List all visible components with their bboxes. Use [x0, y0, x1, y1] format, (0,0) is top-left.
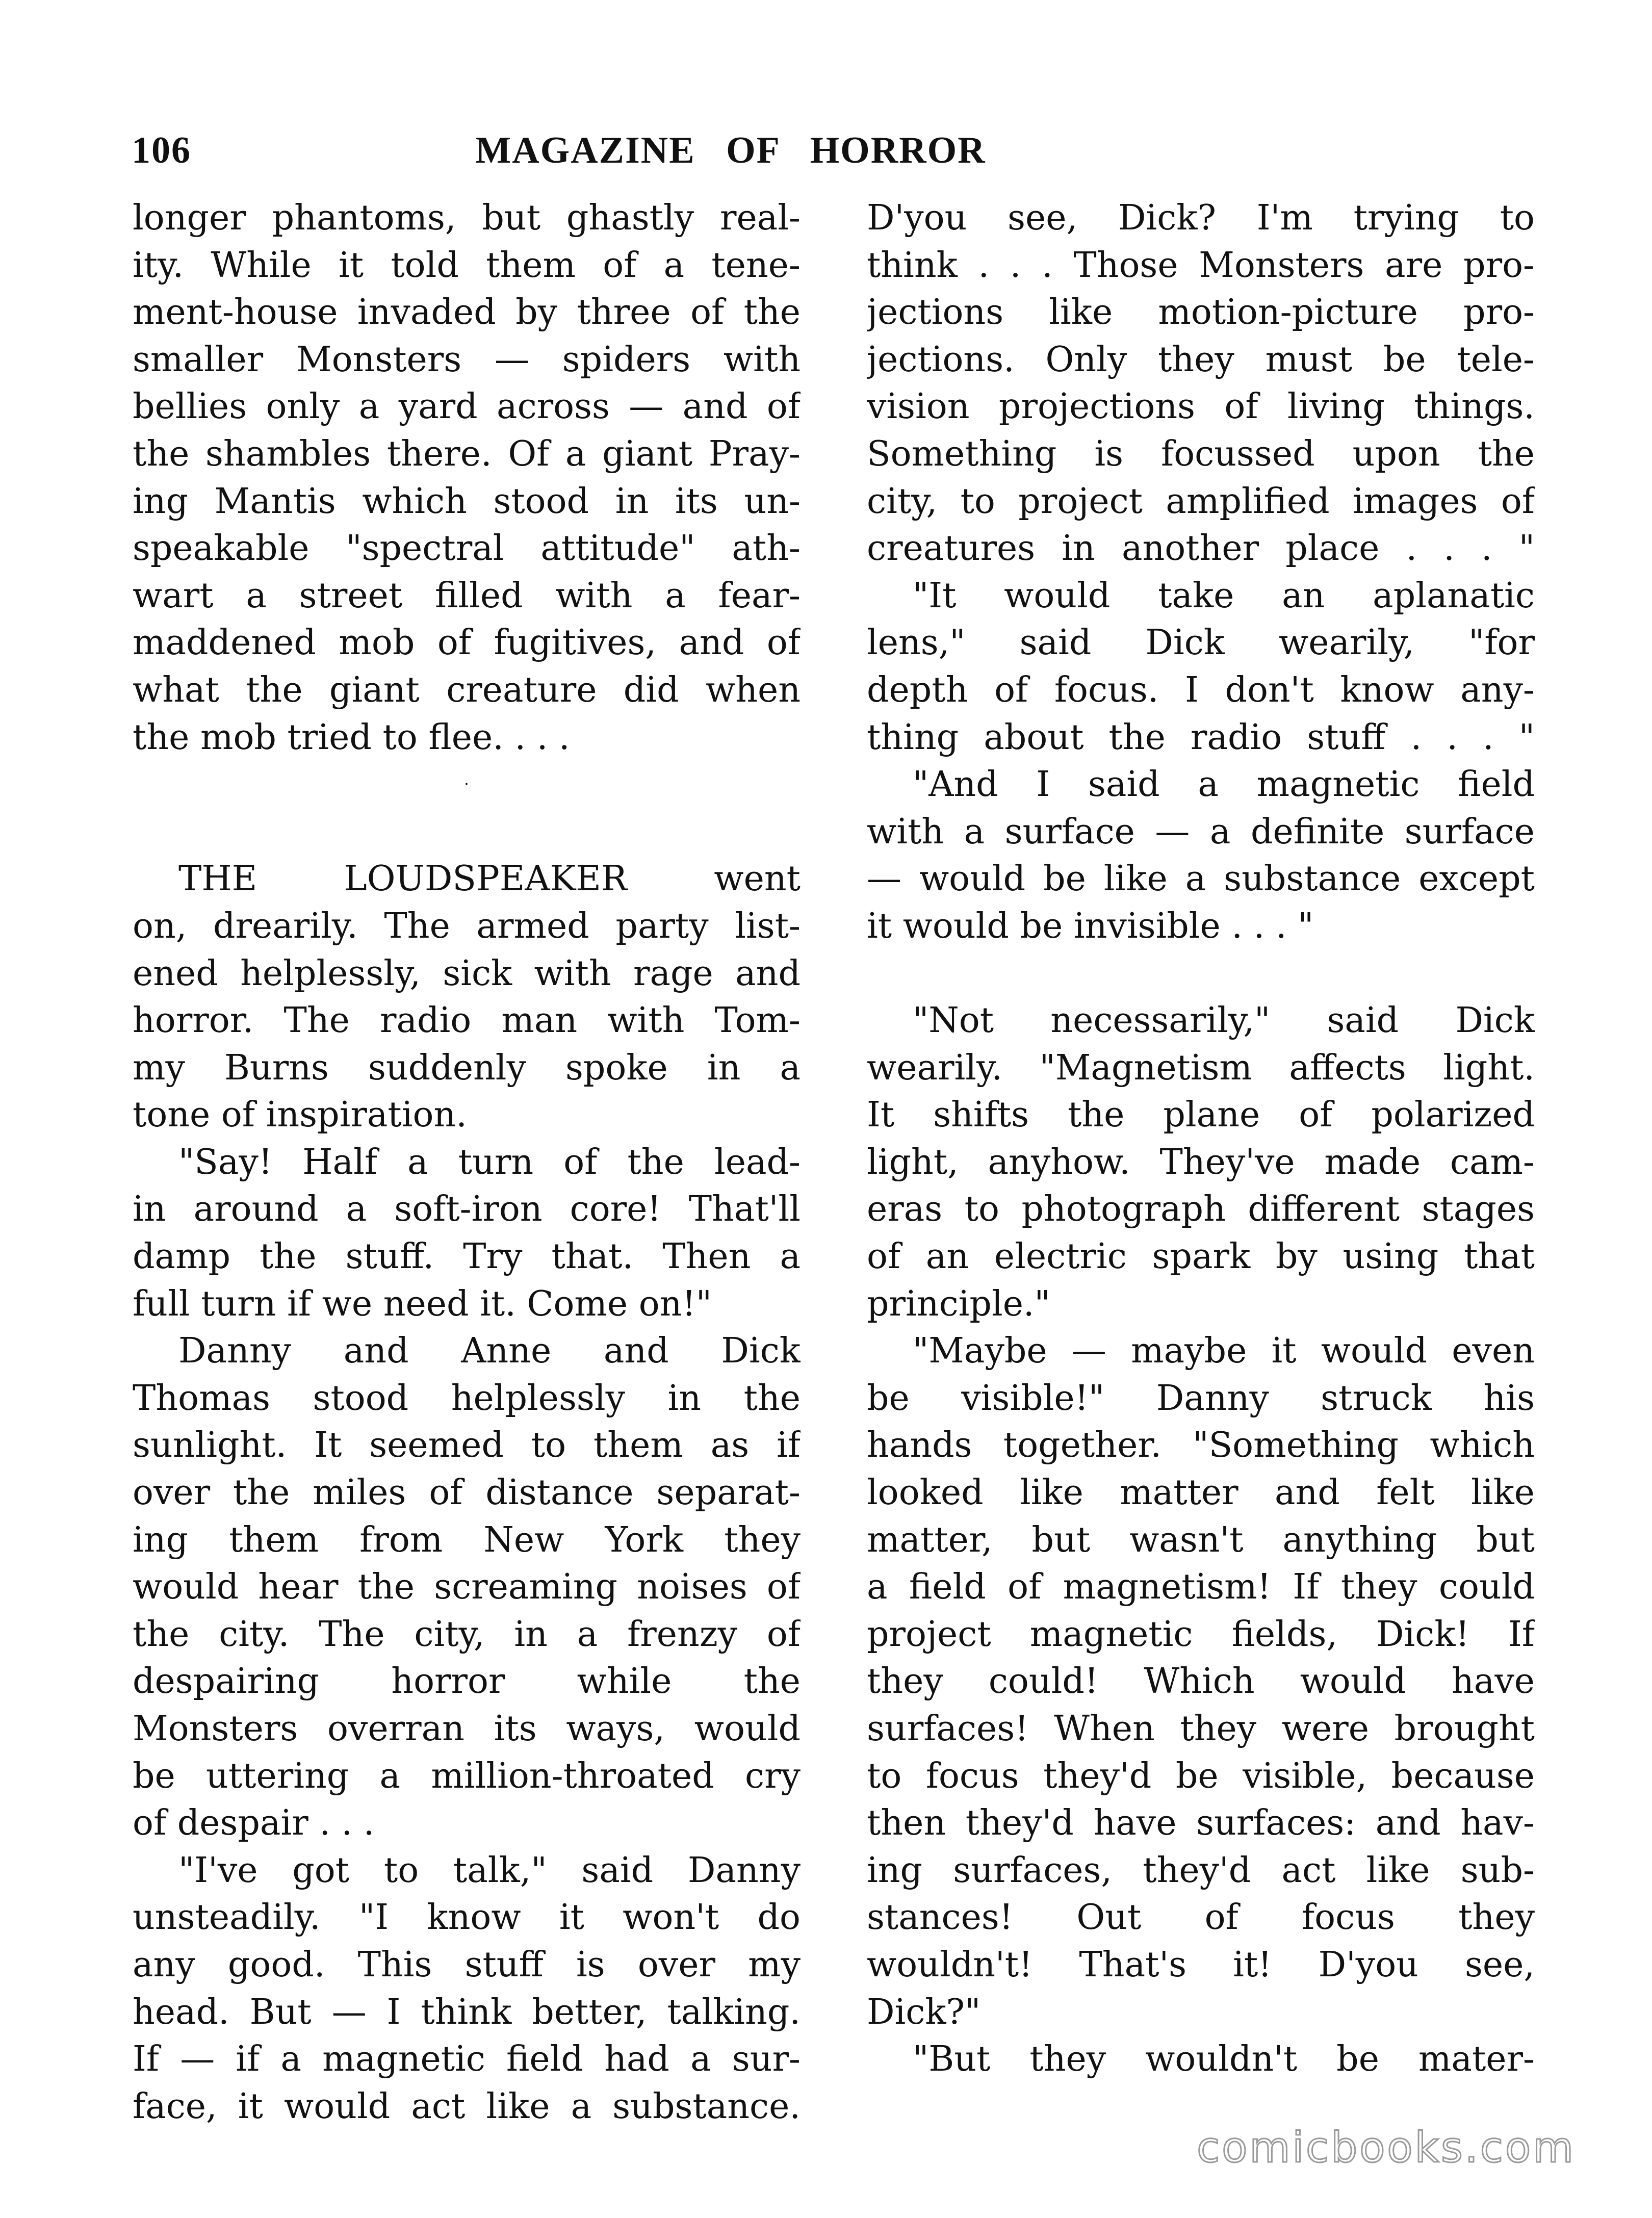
- text-line: D'you see, Dick? I'm trying to: [867, 198, 1535, 238]
- text-line: full turn if we need it. Come on!": [133, 1283, 712, 1324]
- text-line: think . . . Those Monsters are pro-: [867, 245, 1535, 286]
- text-line: horror. The radio man with Tom-: [133, 1000, 801, 1041]
- page-number: 106: [132, 130, 191, 171]
- text-line: unsteadily. "I know it won't do: [133, 1897, 801, 1938]
- text-line: on, drearily. The armed party list-: [133, 906, 801, 946]
- text-line: It shifts the plane of polarized: [867, 1095, 1535, 1136]
- text-line: to focus they'd be visible, because: [867, 1756, 1535, 1796]
- blank-line: [867, 950, 1535, 998]
- text-line: eras to photograph different stages: [867, 1189, 1535, 1230]
- text-line: would hear the screaming noises of: [133, 1567, 801, 1608]
- text-line: be uttering a million-throated cry: [133, 1756, 801, 1796]
- text-line: ing them from New York they: [133, 1519, 801, 1560]
- right-text-column: [867, 195, 1535, 2083]
- blank-line: [133, 809, 801, 856]
- text-line: "And I said a magnetic field: [913, 764, 1535, 805]
- text-line: the shambles there. Of a giant Pray-: [133, 433, 801, 474]
- text-line: "I've got to talk," said Danny: [178, 1850, 801, 1891]
- text-line: thing about the radio stuff . . . ": [867, 717, 1535, 758]
- text-line: a field of magnetism! If they could: [867, 1567, 1535, 1608]
- text-line: with a surface — a definite surface: [867, 811, 1535, 852]
- section-separator: ·: [464, 776, 469, 794]
- text-line: bellies only a yard across — and of: [133, 386, 801, 427]
- text-line: Something is focussed upon the: [867, 433, 1535, 474]
- text-line: ened helplessly, sick with rage and: [133, 953, 801, 994]
- text-line: wouldn't! That's it! D'you see,: [867, 1944, 1535, 1985]
- text-line: Danny and Anne and Dick: [178, 1331, 801, 1372]
- text-line: head. But — I think better, talking.: [133, 1992, 801, 2032]
- text-line: stances! Out of focus they: [867, 1897, 1535, 1938]
- text-line: face, it would act like a substance.: [133, 2086, 801, 2127]
- text-line: "It would take an aplanatic: [913, 575, 1535, 616]
- text-line: Dick?": [867, 1992, 981, 2032]
- text-line: longer phantoms, but ghastly real-: [133, 198, 801, 238]
- text-line: light, anyhow. They've made cam-: [867, 1142, 1535, 1182]
- text-line: over the miles of distance separat-: [133, 1473, 801, 1513]
- text-line: jections. Only they must be tele-: [867, 339, 1535, 380]
- text-line: be visible!" Danny struck his: [867, 1378, 1535, 1419]
- text-line: tone of inspiration.: [133, 1095, 467, 1136]
- text-line: "But they wouldn't be mater-: [913, 2039, 1535, 2080]
- text-line: hands together. "Something which: [867, 1425, 1535, 1466]
- text-line: in around a soft-iron core! That'll: [133, 1189, 801, 1230]
- text-line: despairing horror while the: [133, 1661, 801, 1702]
- text-line: speakable "spectral attitude" ath-: [133, 528, 801, 569]
- text-line: "Maybe — maybe it would even: [913, 1331, 1535, 1372]
- text-line: sunlight. It seemed to them as if: [133, 1425, 801, 1466]
- text-line: maddened mob of fugitives, and of: [133, 623, 801, 663]
- text-line: damp the stuff. Try that. Then a: [133, 1236, 801, 1277]
- text-line: ity. While it told them of a tene-: [133, 245, 801, 286]
- text-line: "Say! Half a turn of the lead-: [178, 1142, 801, 1182]
- text-line: the city. The city, in a frenzy of: [133, 1614, 801, 1655]
- text-line: creatures in another place . . . ": [867, 528, 1535, 569]
- text-line: the mob tried to flee. . . .: [133, 717, 570, 758]
- text-line: ing Mantis which stood in its un-: [133, 481, 801, 522]
- text-line: of an electric spark by using that: [867, 1236, 1535, 1277]
- text-line: ing surfaces, they'd act like sub-: [867, 1850, 1535, 1891]
- text-line: depth of focus. I don't know any-: [867, 669, 1535, 710]
- text-line: If — if a magnetic field had a sur-: [133, 2039, 801, 2080]
- text-line: matter, but wasn't anything but: [867, 1519, 1535, 1560]
- left-text-column: [133, 195, 801, 2130]
- text-line: Thomas stood helplessly in the: [133, 1378, 801, 1419]
- text-line: jections like motion-picture pro-: [867, 292, 1535, 333]
- text-line: what the giant creature did when: [133, 669, 801, 710]
- text-line: project magnetic fields, Dick! If: [867, 1614, 1535, 1655]
- text-line: principle.": [867, 1283, 1050, 1324]
- text-line: any good. This stuff is over my: [133, 1944, 801, 1985]
- text-line: Monsters overran its ways, would: [133, 1709, 801, 1749]
- text-line: vision projections of living things.: [867, 386, 1535, 427]
- text-line: city, to project amplified images of: [867, 481, 1535, 522]
- text-line: of despair . . .: [133, 1803, 375, 1844]
- text-line: looked like matter and felt like: [867, 1473, 1535, 1513]
- text-line: wart a street filled with a fear-: [133, 575, 801, 616]
- text-line: THE LOUDSPEAKER went: [178, 859, 801, 899]
- text-line: "Not necessarily," said Dick: [913, 1000, 1535, 1041]
- text-line: my Burns suddenly spoke in a: [133, 1047, 801, 1088]
- text-line: surfaces! When they were brought: [867, 1709, 1535, 1749]
- text-line: — would be like a substance except: [867, 859, 1535, 899]
- text-line: smaller Monsters — spiders with: [133, 339, 801, 380]
- text-line: then they'd have surfaces: and hav-: [867, 1803, 1535, 1844]
- running-title: MAGAZINE OF HORROR: [475, 130, 986, 171]
- text-line: lens," said Dick wearily, "for: [867, 623, 1535, 663]
- page-header: [132, 122, 1330, 178]
- text-line: ment-house invaded by three of the: [133, 292, 801, 333]
- text-line: they could! Which would have: [867, 1661, 1535, 1702]
- text-line: it would be invisible . . . ": [867, 906, 1314, 946]
- watermark: comicbooks.com: [1197, 2124, 1576, 2172]
- text-line: wearily. "Magnetism affects light.: [867, 1047, 1535, 1088]
